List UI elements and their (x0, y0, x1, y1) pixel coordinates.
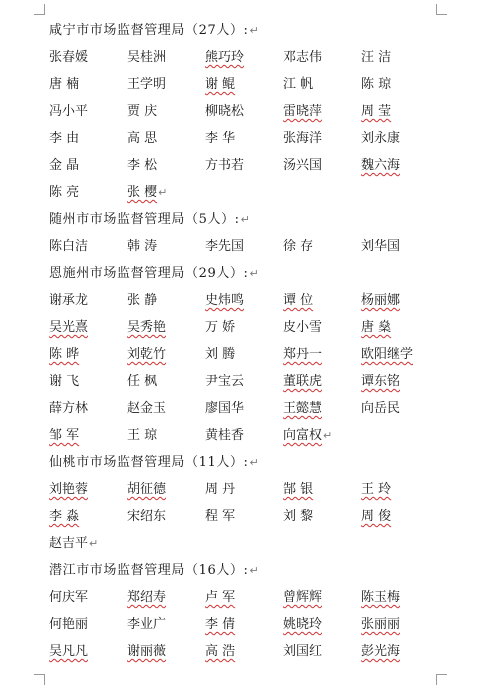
name-row (49, 341, 439, 368)
paragraph-mark-icon: ↵ (240, 213, 251, 226)
name-row (49, 125, 439, 152)
person-name: 唐 楠 (49, 77, 80, 92)
person-name: 张 樱↵ (127, 185, 168, 200)
person-name: 周 莹 (361, 104, 392, 119)
person-name: 刘 腾 (205, 347, 236, 362)
name-row (49, 287, 439, 314)
person-name: 方书若 (205, 158, 245, 173)
person-name: 唐 燊 (361, 320, 392, 335)
person-name: 徐 存 (283, 239, 314, 254)
section-title-text: 潜江市市场监督管理局（16人）: (49, 563, 249, 578)
person-name: 李先国 (205, 239, 245, 254)
person-name: 熊巧玲 (205, 50, 245, 65)
person-name: 吴光熹 (49, 320, 89, 335)
person-name: 金 晶 (49, 158, 80, 173)
person-name: 刘国红 (283, 644, 323, 659)
name-row (49, 71, 439, 98)
paragraph-mark-icon: ↵ (249, 267, 260, 280)
person-name: 邓志伟 (283, 50, 323, 65)
name-row (49, 314, 439, 341)
person-name: 张春媛 (49, 50, 89, 65)
person-name: 谢 鲲 (205, 77, 236, 92)
name-row (49, 98, 439, 125)
person-name: 李 倩 (205, 617, 236, 632)
section-title (49, 206, 439, 233)
person-name: 王学明 (127, 77, 167, 92)
person-name: 邹 军 (49, 428, 80, 443)
person-name: 曾辉辉 (283, 590, 323, 605)
person-name: 谭东铭 (361, 374, 401, 389)
person-name: 谢丽薇 (127, 644, 167, 659)
person-name: 刘 黎 (283, 509, 314, 524)
person-name: 郜 银 (283, 482, 314, 497)
person-name: 谢承龙 (49, 293, 89, 308)
section-title-text: 仙桃市市场监督管理局（11人）: (49, 455, 249, 470)
person-name: 向岳民 (361, 401, 401, 416)
name-row (49, 584, 439, 611)
person-name: 汪 洁 (361, 50, 392, 65)
person-name: 李 松 (127, 158, 158, 173)
paragraph-mark-icon: ↵ (89, 537, 99, 550)
section-title (49, 449, 439, 476)
person-name: 陈 晔 (49, 347, 80, 362)
name-row (49, 152, 439, 179)
person-name: 彭光海 (361, 644, 401, 659)
name-row (49, 422, 439, 449)
document-body[interactable] (49, 17, 439, 665)
person-name: 谭 位 (283, 293, 314, 308)
person-name: 陈 琼 (361, 77, 392, 92)
person-name: 谢 飞 (49, 374, 80, 389)
name-row (49, 233, 439, 260)
name-row (49, 503, 439, 530)
person-name: 吴桂洲 (127, 50, 167, 65)
person-name: 李 由 (49, 131, 80, 146)
section-title-text: 恩施州市场监督管理局（29人）: (49, 266, 249, 281)
paragraph-mark-icon: ↵ (249, 564, 260, 577)
name-row (49, 395, 439, 422)
name-row (49, 44, 439, 71)
person-name: 张丽丽 (361, 617, 401, 632)
person-name: 薛方林 (49, 401, 89, 416)
name-row (49, 368, 439, 395)
person-name: 李业广 (127, 617, 167, 632)
person-name: 宋绍东 (127, 509, 167, 524)
person-name: 卢 军 (205, 590, 236, 605)
person-name: 周 丹 (205, 482, 236, 497)
person-name: 皮小雪 (283, 320, 323, 335)
paragraph-mark-icon: ↵ (249, 24, 260, 37)
person-name: 何庆军 (49, 590, 89, 605)
name-row (49, 530, 439, 557)
name-row (49, 476, 439, 503)
page-corner-mark (436, 4, 447, 15)
person-name: 陈玉梅 (361, 590, 401, 605)
person-name: 郑丹一 (283, 347, 323, 362)
person-name: 万 娇 (205, 320, 236, 335)
paragraph-mark-icon: ↵ (158, 186, 168, 199)
name-row (49, 638, 439, 665)
person-name: 何艳丽 (49, 617, 89, 632)
person-name: 姚晓玲 (283, 617, 323, 632)
person-name: 赵金玉 (127, 401, 167, 416)
person-name: 张 静 (127, 293, 158, 308)
person-name: 杨丽娜 (361, 293, 401, 308)
page-corner-mark (34, 674, 45, 685)
person-name: 廖国华 (205, 401, 245, 416)
section-title-text: 咸宁市市场监督管理局（27人）: (49, 23, 249, 38)
person-name: 柳晓松 (205, 104, 245, 119)
person-name: 王 琼 (127, 428, 158, 443)
person-name: 黄桂香 (205, 428, 245, 443)
paragraph-mark-icon: ↵ (323, 429, 333, 442)
person-name: 刘艳蓉 (49, 482, 89, 497)
person-name: 韩 涛 (127, 239, 158, 254)
person-name: 张海洋 (283, 131, 323, 146)
person-name: 尹宝云 (205, 374, 245, 389)
person-name: 魏六海 (361, 158, 401, 173)
section-title-text: 随州市市场监督管理局（5人）: (49, 212, 240, 227)
page-corner-mark (436, 674, 447, 685)
person-name: 王懿慧 (283, 401, 323, 416)
name-row (49, 611, 439, 638)
person-name: 贾 庆 (127, 104, 158, 119)
person-name: 王 玲 (361, 482, 392, 497)
section-title (49, 260, 439, 287)
person-name: 周 俊 (361, 509, 392, 524)
paragraph-mark-icon: ↵ (249, 456, 260, 469)
person-name: 江 帆 (283, 77, 314, 92)
person-name: 冯小平 (49, 104, 89, 119)
person-name: 刘永康 (361, 131, 401, 146)
person-name: 吴凡凡 (49, 644, 89, 659)
person-name: 向富权↵ (283, 428, 333, 443)
person-name: 赵吉平↵ (49, 536, 99, 551)
person-name: 雷晓萍 (283, 104, 323, 119)
person-name: 陈白洁 (49, 239, 89, 254)
person-name: 程 军 (205, 509, 236, 524)
section-title (49, 17, 439, 44)
person-name: 李 华 (205, 131, 236, 146)
person-name: 董联虎 (283, 374, 323, 389)
person-name: 陈 亮 (49, 185, 80, 200)
person-name: 郑绍寿 (127, 590, 167, 605)
person-name: 汤兴国 (283, 158, 323, 173)
section-title (49, 557, 439, 584)
person-name: 刘华国 (361, 239, 401, 254)
person-name: 欧阳继学 (361, 347, 414, 362)
person-name: 吴秀艳 (127, 320, 167, 335)
page-corner-mark (34, 4, 45, 15)
person-name: 史炜鸣 (205, 293, 245, 308)
person-name: 高 思 (127, 131, 158, 146)
name-row (49, 179, 439, 206)
person-name: 高 浩 (205, 644, 236, 659)
person-name: 任 枫 (127, 374, 158, 389)
person-name: 刘乾竹 (127, 347, 167, 362)
person-name: 胡征德 (127, 482, 167, 497)
person-name: 李 淼 (49, 509, 80, 524)
